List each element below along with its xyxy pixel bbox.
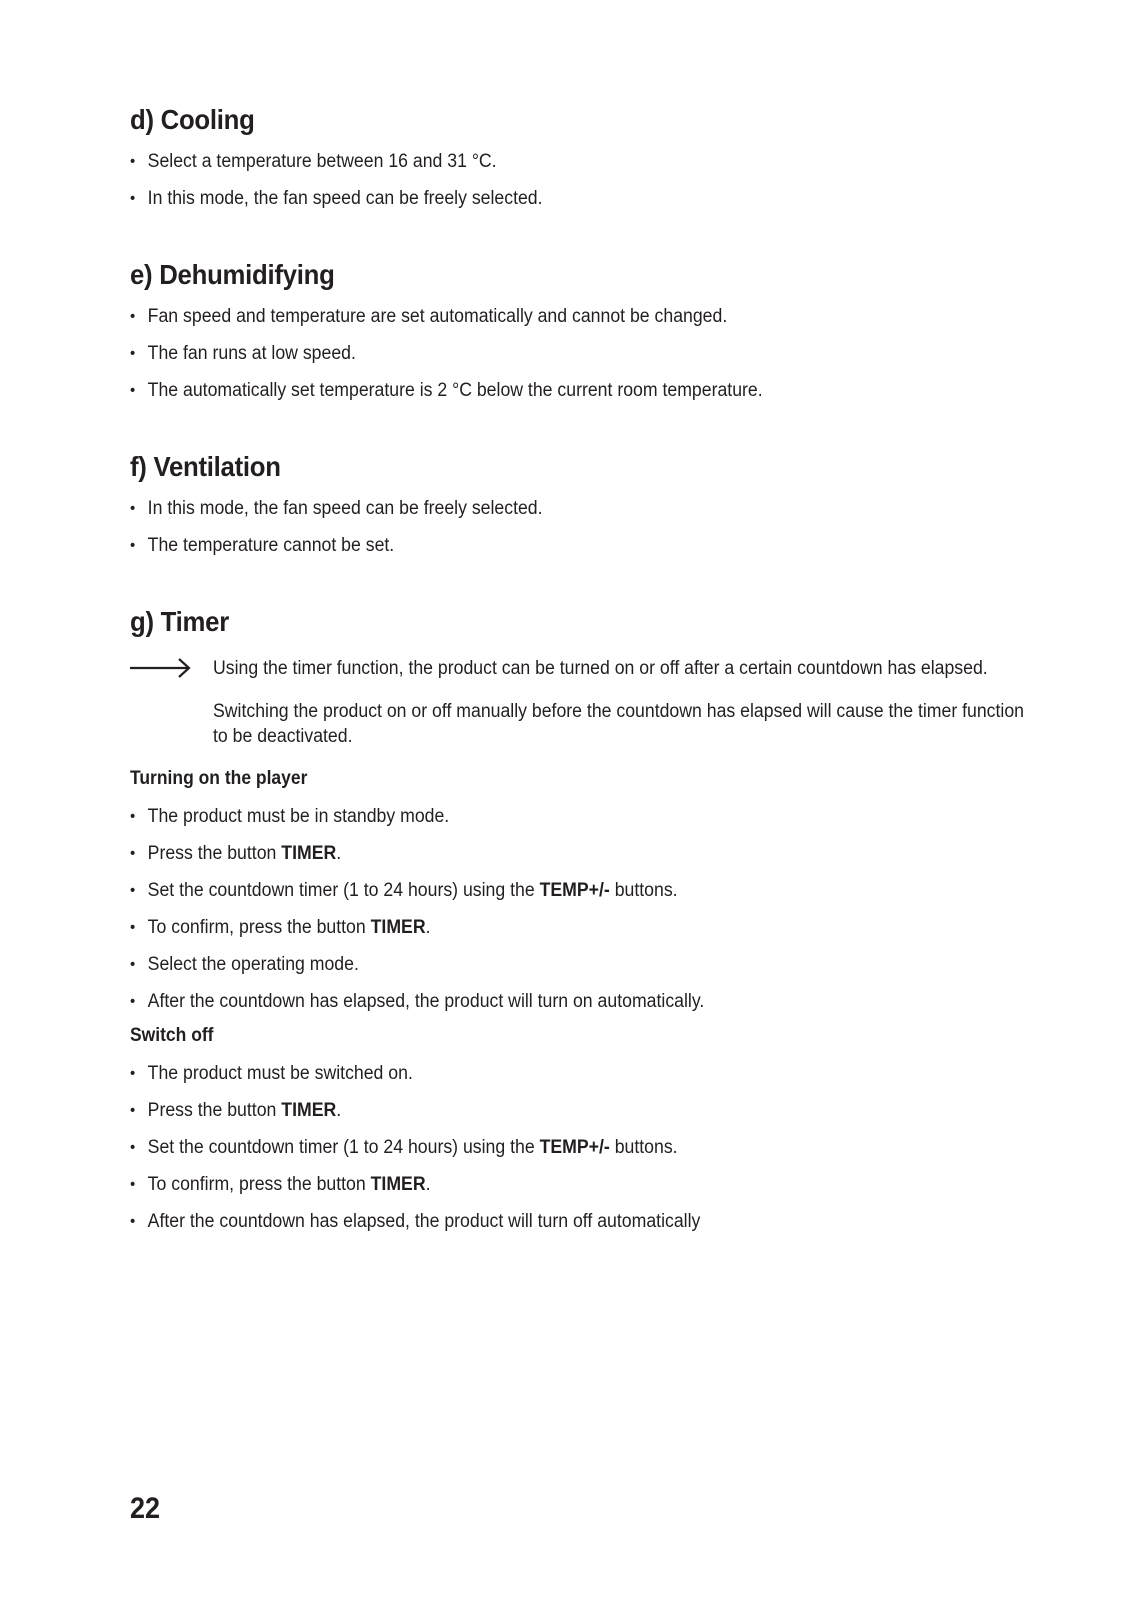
section-timer [130,606,1050,1234]
section-cooling [130,104,1050,211]
button-name: TIMER [281,1100,337,1121]
list-item: • The product must be switched on. [130,1062,986,1086]
button-name: TIMER [370,1174,426,1195]
subheading-turning-on: Turning on the player [130,768,308,789]
section-ventilation [130,451,1050,558]
list-item: • After the countdown has elapsed, the product will turn off automatically [130,1210,986,1234]
manual-page-content [130,104,1050,1247]
list-item: • In this mode, the fan speed can be freely selected. [130,187,986,211]
list-item: • In this mode, the fan speed can be freely selected. [130,497,986,521]
ventilation-list [130,497,1050,558]
list-item: • To confirm, press the button TIMER. [130,1173,986,1197]
button-name: TEMP+/- [539,1137,610,1158]
list-item: • The automatically set temperature is 2 °C below the current room temperature. [130,379,986,403]
page-number: 22 [130,1492,161,1525]
note-text: Using the timer function, the product can be turned on or off after a certain countdown has elapsed. [213,658,988,679]
list-item: • To confirm, press the button TIMER. [130,916,986,940]
section-title-cooling: d) Cooling [130,104,255,135]
note-text: Switching the product on or off manually before the countdown has elapsed will cause the timer function to be deactivated. [213,701,1025,747]
button-name: TIMER [370,917,426,938]
list-item: • The fan runs at low speed. [130,342,986,366]
section-dehumidifying [130,259,1050,403]
list-item: • Press the button TIMER. [130,842,986,866]
turn-on-list [130,805,1050,1014]
list-item: • Set the countdown timer (1 to 24 hours) using the TEMP+/- buttons. [130,879,986,903]
list-item: • Set the countdown timer (1 to 24 hours) using the TEMP+/- buttons. [130,1136,986,1160]
list-item: • Select a temperature between 16 and 31 °C. [130,150,986,174]
cooling-list [130,150,1050,211]
list-item: • Fan speed and temperature are set automatically and cannot be changed. [130,305,986,329]
list-item: • The product must be in standby mode. [130,805,986,829]
button-name: TEMP+/- [539,880,610,901]
list-item: • The temperature cannot be set. [130,534,986,558]
arrow-right-icon [130,658,192,678]
section-title-timer: g) Timer [130,606,229,637]
button-name: TIMER [281,843,337,864]
section-title-dehumidifying: e) Dehumidifying [130,259,335,290]
switch-off-list [130,1062,1050,1234]
timer-note [130,656,1050,749]
list-item: • Press the button TIMER. [130,1099,986,1123]
section-title-ventilation: f) Ventilation [130,451,281,482]
subheading-switch-off: Switch off [130,1025,214,1046]
list-item: • After the countdown has elapsed, the product will turn on automatically. [130,990,986,1014]
dehumidifying-list [130,305,1050,403]
list-item: • Select the operating mode. [130,953,986,977]
